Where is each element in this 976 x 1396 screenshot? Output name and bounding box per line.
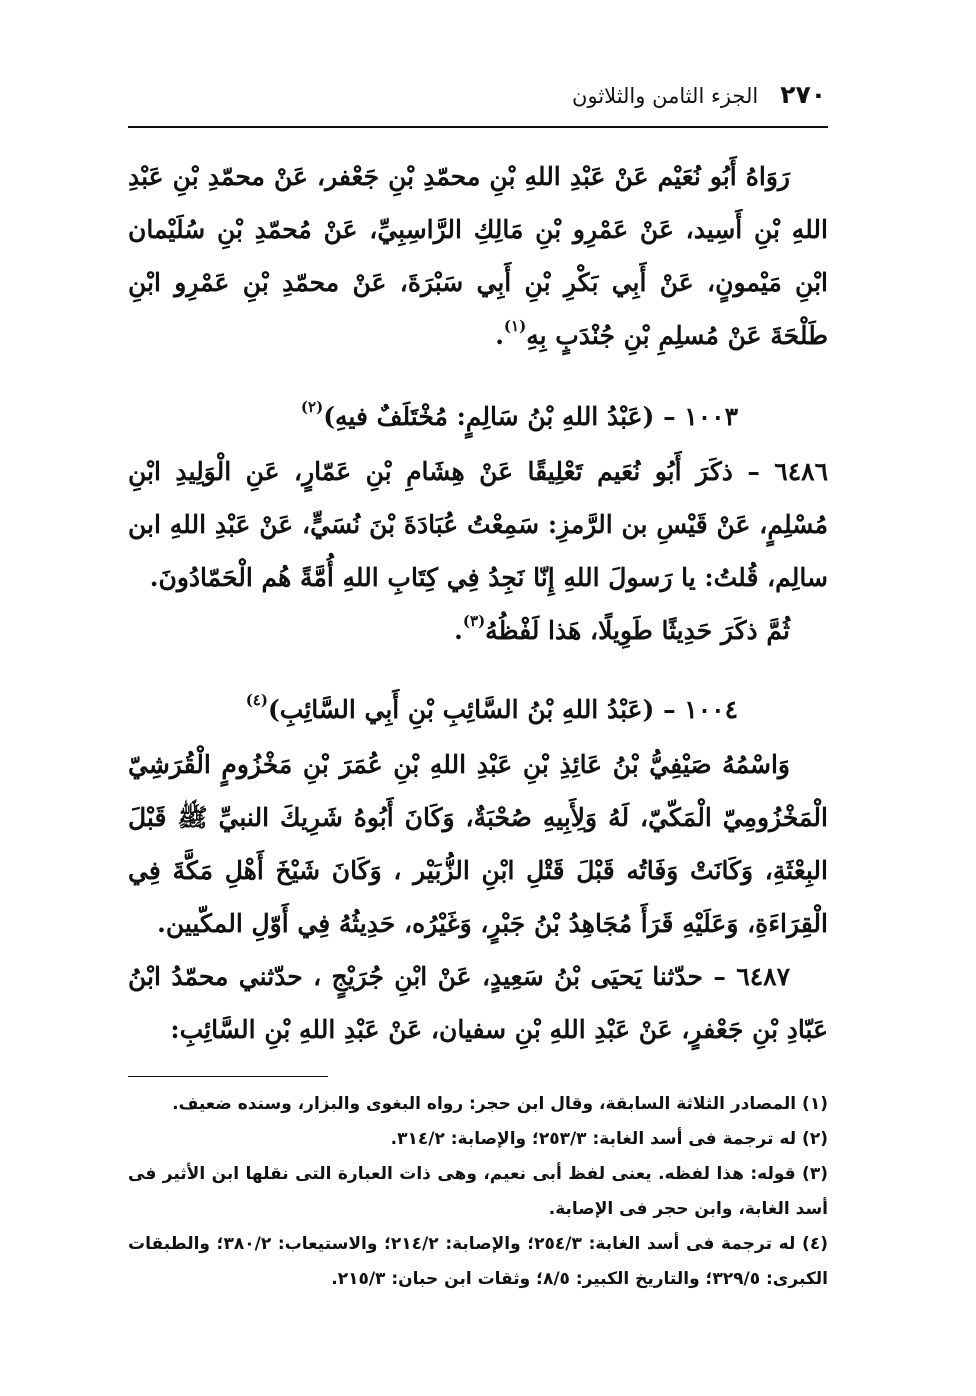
footnote-ref-3: (٣) [462, 611, 486, 630]
footnote-1: (١) المصادر الثلاثة السابقة، وقال ابن حجر: رواه البغوى والبزار، وسنده ضعيف. [172, 1094, 828, 1114]
footnote-divider [128, 1076, 328, 1077]
footnote-4: (٤) له ترجمة فى أسد الغابة: ٢٥٤/٣؛ والإصابة: ٢١٤/٢؛ والاستيعاب: ٣٨٠/٢؛ والطبقات الكبرى: ٣٢٩/٥؛ والتاريخ الكبير: ٨/٥؛ وثقات ابن حبان: ٢١٥/٣. [128, 1234, 828, 1289]
running-title: الجزء الثامن والثلاثون [572, 84, 759, 108]
hadith-6486: ٦٤٨٦ – ذكَرَ أَبُو نُعَيم تَعْلِيقًا عَنْ هِشَامِ بْنِ عَمّارٍ، عَنِ الْوَلِيدِ ابْنِ مُسْلِمٍ، عَنْ قَيْسِ بن الرَّمزِ: سَمِعْتُ عُبَادَةَ بْنَ نُسَيٍّ، عَنْ عَبْدِ اللهِ ابن سالِم، قُلتُ: يا رَسولَ اللهِ إِنّا نَجِدُ فِي كِتَابِ اللهِ أُمَّةً هُم الْحَمّادُونَ. [128, 457, 828, 592]
entry-title: ١٠٠٤ – (عَبْدُ اللهِ بْنُ السَّائِبِ بْنِ أَبِي السَّائِبِ) [267, 695, 738, 724]
paragraph-end: . [495, 321, 504, 350]
entry-heading-1004 [128, 683, 828, 736]
paragraph-remark [128, 604, 828, 657]
header-divider [128, 126, 828, 128]
footnote-ref-1: (١) [503, 316, 527, 335]
page-number: ٢٧٠ [780, 80, 826, 109]
entry-heading-1003 [128, 390, 828, 443]
book-page [128, 80, 828, 1330]
running-header [128, 80, 828, 120]
footnote-2: (٢) له ترجمة فى أسد الغابة: ٢٥٣/٣؛ والإصابة: ٣١٤/٢. [390, 1129, 828, 1149]
paragraph-text: رَوَاهُ أَبُو نُعَيْم عَنْ عَبْدِ اللهِ بْنِ محمّدِ بْنِ جَعْفر، عَنْ محمّدِ بْنِ عَبْدِ اللهِ بْنِ أَسِيد، عَنْ عَمْرِو بْنِ مَالِكِ الرَّاسِبِيِّ، عَنْ مُحمّدِ بْنِ سُلَيْمان ابْنِ مَيْمونٍ، عَنْ أَبِي بَكْرِ بْنِ أَبِي سَبْرَةَ، عَنْ محمّدِ بْنِ عَمْرِو ابْنِ طَلْحَةَ عَنْ مُسلِمِ بْنِ جُنْدَبٍ بِهِ [128, 162, 828, 350]
footnote-3: (٣) قوله: هذا لفظه. يعنى لفظ أبى نعيم، وهى ذات العبارة التى نقلها ابن الأثير فى أسد الغابة، وابن حجر فى الإصابة. [128, 1164, 828, 1219]
paragraph-text: ثُمَّ ذكَرَ حَدِيثًا طَوِيلًا، هَذا لَفْظُهُ [485, 616, 790, 645]
main-text [128, 150, 828, 1056]
paragraph-end: . [454, 616, 463, 645]
biography-paragraph: وَاسْمُهُ صَيْفِيُّ بْنُ عَائِذِ بْنِ عَبْدِ اللهِ بْنِ عُمَرَ بْنِ مَخْزُومٍ الْقُرَشِيّ الْمَخْزُومِيّ الْمَكّيّ، لَهُ وَلِأَبِيهِ صُحْبَةٌ، وَكَانَ أَبُوهُ شَرِيكَ النبيِّ ﷺ قَبْلَ البِعْثَةِ، وَكَانَتْ وَفَاتُه قَبْلَ قَتْلِ ابْنِ الزُّبَيْر ، وَكَانَ شَيْخَ أَهْلِ مَكَّةَ فِي الْقِرَاءَةِ، وَعَلَيْهِ قَرَأَ مُجَاهِدُ بْنُ جَبْرٍ، وَغَيْرُه، حَدِيثُهُ فِي أَوّلِ المكّيين. [128, 750, 828, 938]
footnote-ref-4: (٤) [245, 690, 268, 709]
hadith-6487: ٦٤٨٧ – حدّثنا يَحيَى بْنُ سَعِيدٍ، عَنْ ابْنِ جُرَيْجٍ ، حدّثني محمّدُ ابْنُ عَبّادِ بْنِ جَعْفرٍ، عَنْ عَبْدِ اللهِ بْنِ سفيان، عَنْ عَبْدِ اللهِ بْنِ السَّائِبِ: [128, 962, 828, 1044]
footnote-ref-2: (٢) [300, 397, 324, 416]
footnotes [128, 1087, 828, 1297]
entry-title: ١٠٠٣ – (عَبْدُ اللهِ بْنُ سَالِمٍ: مُخْتَلَفٌ فيهِ) [323, 402, 738, 431]
paragraph-narration [128, 150, 828, 362]
